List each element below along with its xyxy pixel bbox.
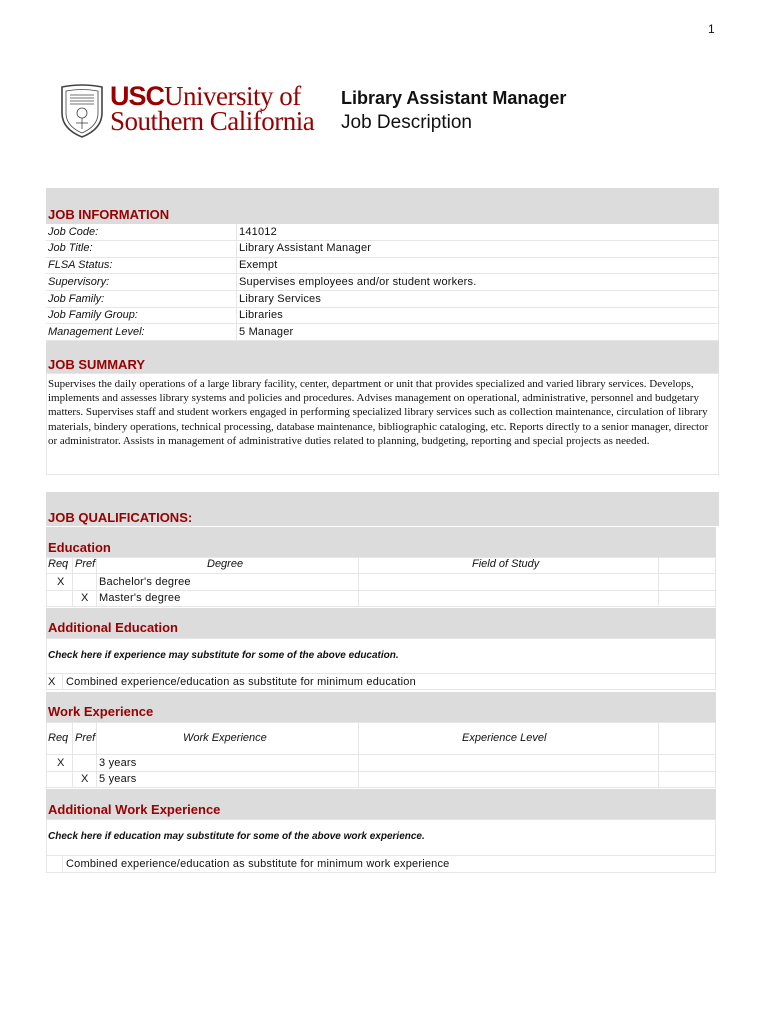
experience-level-header: Experience Level (462, 732, 547, 744)
job-code-label: Job Code: (48, 226, 99, 238)
job-information-heading: JOB INFORMATION (48, 207, 170, 222)
work-experience-header: Work Experience (183, 732, 267, 744)
job-code-value: 141012 (239, 226, 277, 238)
logo-abbr: USC (110, 81, 165, 111)
job-summary-text: Supervises the daily operations of a large library facility, center, department or unit that provides specialized and varied library services. Develops, implements and assesses library systems and policies and procedures. Advises management on operational, administrative, personnel and budgetary matters. Supervises staff and student workers engaged in performing specialized library services such as collection maintenance, circulation of library materials, bindery operations, technical processing, database maintenance, bibliographic cataloging, etc. Reports directly to a senior manager, director or administrator. Assists in management of administrative duties related to planning, budgeting, reporting and special projects as needed. (48, 378, 709, 447)
edu-field-header: Field of Study (472, 558, 540, 570)
document-title: Library Assistant Manager (341, 88, 567, 108)
education-heading: Education (48, 540, 111, 555)
edu-req-header: Req (48, 558, 69, 570)
document-subtitle: Job Description (341, 112, 472, 133)
edu-row1-degree: Bachelor's degree (99, 576, 191, 588)
work-row1-years: 3 years (99, 757, 137, 769)
supervisory-value: Supervises employees and/or student workers. (239, 276, 477, 288)
edu-row2-pref: X (81, 592, 89, 604)
additional-education-item: Combined experience/education as substitute for minimum education (66, 676, 416, 688)
usc-logo (110, 81, 315, 136)
edu-row1-req: X (57, 576, 65, 588)
job-family-group-value: Libraries (239, 309, 283, 321)
management-level-value: 5 Manager (239, 326, 294, 338)
additional-education-check-text: Check here if experience may substitute for some of the above education. (48, 650, 399, 661)
usc-seal-icon (58, 83, 106, 139)
job-summary-bar (46, 341, 719, 373)
management-level-label: Management Level: (48, 326, 145, 338)
edu-degree-header: Degree (207, 558, 244, 570)
page-number: 1 (708, 22, 715, 36)
job-title-value: Library Assistant Manager (239, 242, 372, 254)
additional-work-check-text: Check here if education may substitute for some of the above work experience. (48, 831, 425, 842)
edu-row2-degree: Master's degree (99, 592, 181, 604)
job-family-label: Job Family: (48, 293, 105, 305)
supervisory-label: Supervisory: (48, 276, 110, 288)
edu-pref-header: Pref (75, 558, 96, 570)
education-bar (46, 527, 716, 557)
job-title-label: Job Title: (48, 242, 93, 254)
logo-line1: University of (164, 81, 301, 111)
work-req-header: Req (48, 732, 69, 744)
job-family-group-label: Job Family Group: (48, 309, 138, 321)
job-family-value: Library Services (239, 293, 322, 305)
work-pref-header: Pref (75, 732, 96, 744)
flsa-status-value: Exempt (239, 259, 278, 271)
additional-work-heading: Additional Work Experience (48, 802, 221, 817)
job-summary-heading: JOB SUMMARY (48, 357, 146, 372)
work-row2-years: 5 years (99, 773, 137, 785)
logo-line2: Southern California (110, 106, 315, 136)
work-experience-heading: Work Experience (48, 704, 154, 719)
work-row1-req: X (57, 757, 65, 769)
additional-work-item: Combined experience/education as substitute for minimum work experience (66, 858, 450, 870)
work-row2-pref: X (81, 773, 89, 785)
additional-education-checkbox[interactable]: X (48, 676, 56, 688)
additional-education-heading: Additional Education (48, 620, 178, 635)
flsa-status-label: FLSA Status: (48, 259, 113, 271)
job-qualifications-heading: JOB QUALIFICATIONS: (48, 510, 193, 525)
